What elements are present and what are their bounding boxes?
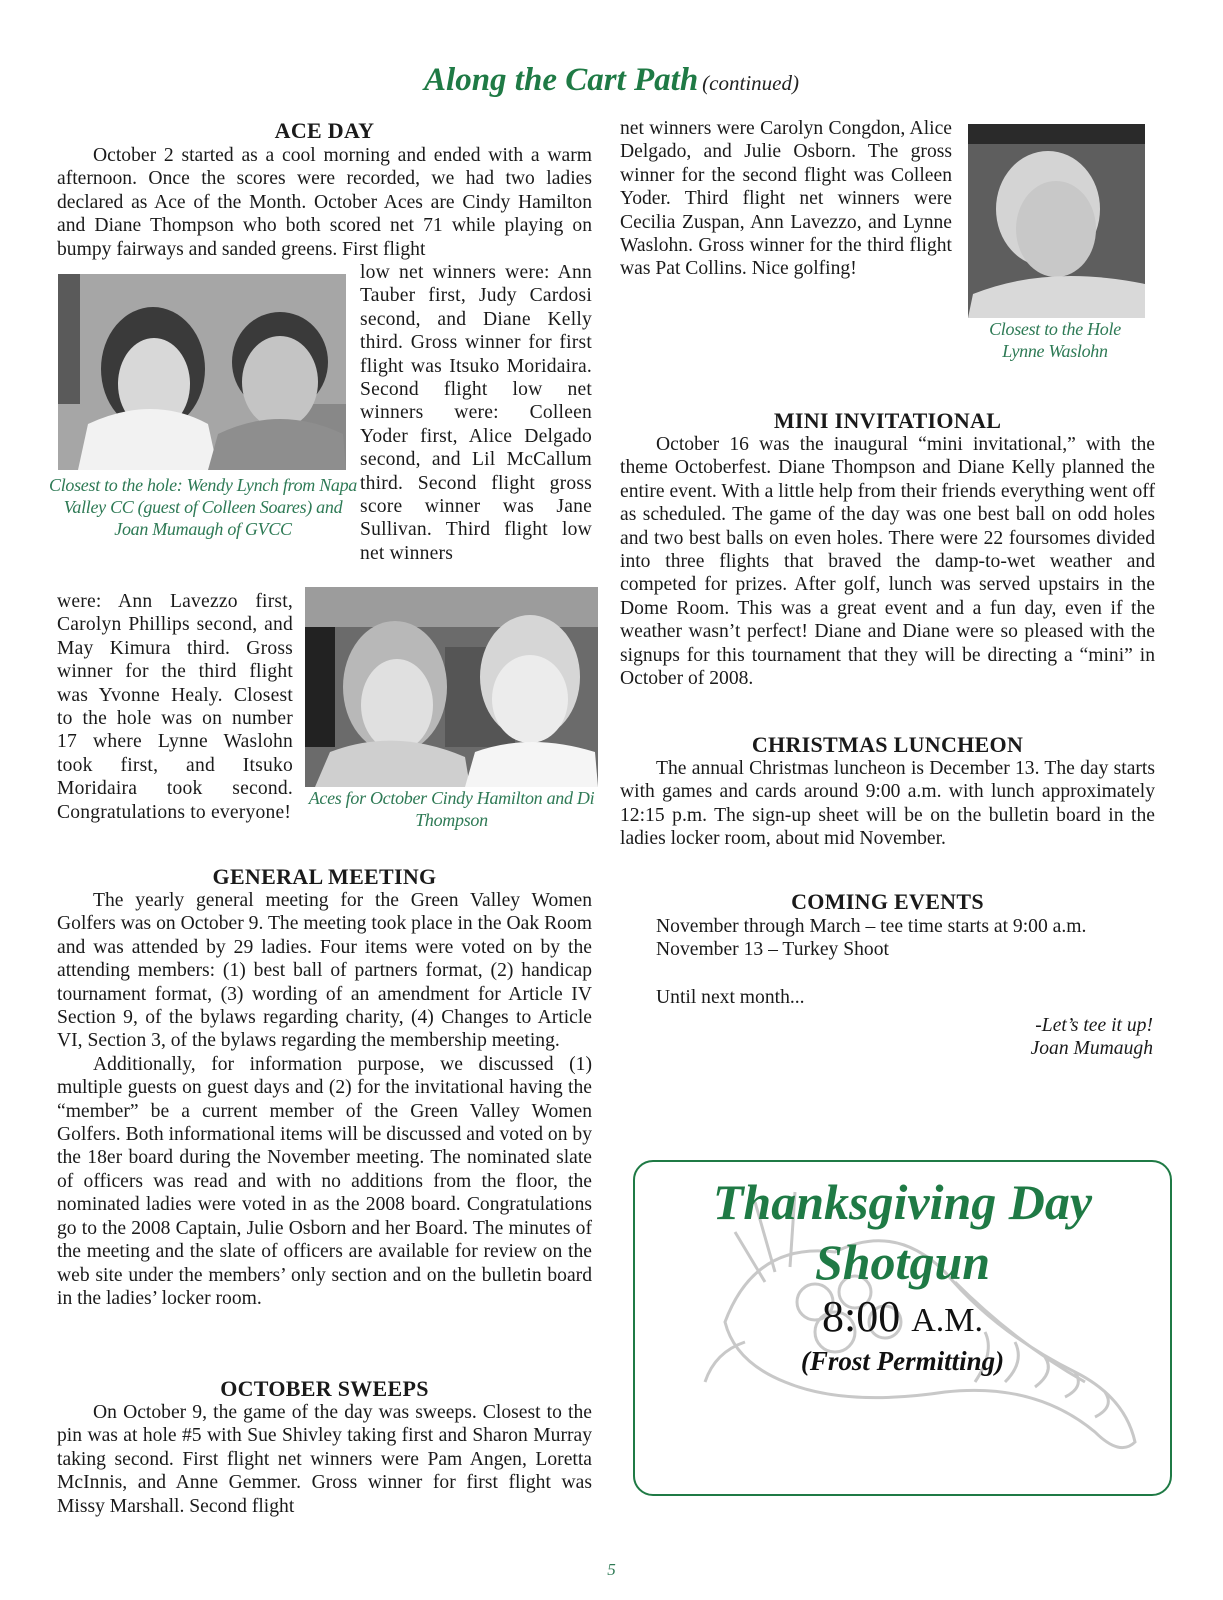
page-title: Along the Cart Path — [424, 62, 699, 98]
ace-day-lower-text — [57, 590, 293, 824]
photo-two-women-indoors — [58, 274, 346, 470]
photo-october-aces-caption: Aces for October Cindy Hamilton and Di Thompson — [308, 788, 595, 830]
signoff-block — [800, 1014, 1153, 1061]
shotgun-title-line1: Thanksgiving Day — [712, 1174, 1093, 1230]
general-meeting-p2: Additionally, for information purpose, we discussed (1) multiple guests on guest days and (2) for the invitational having the “member” be a current member of the Green Valley Women Golfers. Both informational items will be discussed and voted on by the 18er board during the November meeting. The nominated slate of officers was read and with no additions from the floor, the nominated ladies were voted in as the 2008 board. Congratulations go to the 2008 Captain, Julie Osborn and her Board. The minutes of the meeting and the slate of officers are available for review on the web site under the members’ only section and on the bulletin board in the ladies’ locker room. — [57, 1053, 592, 1309]
christmas-luncheon-body — [620, 757, 1155, 851]
coming-event-item: November 13 – Turkey Shoot — [656, 939, 889, 961]
ace-day-lower-text-content: were: Ann Lavezzo first, Carolyn Phillips second, and May Kimura third. Gross winner for the third flight was Yvonne Healy. Closest to the hole was on number 17 where Lynne Waslohn took first, and Itsuko Moridaira took second. Congratulations to everyone! — [57, 591, 293, 823]
heading-christmas-luncheon: CHRISTMAS LUNCHEON — [751, 732, 1024, 757]
photo-lynne-waslohn-caption — [960, 318, 1150, 362]
heading-mini-invitational: MINI INVITATIONAL — [773, 408, 1002, 433]
shotgun-time — [635, 1292, 1170, 1346]
photo-lynne-caption-line1: Closest to the Hole — [989, 319, 1121, 339]
general-meeting-p1: The yearly general meeting for the Green Valley Women Golfers was on October 9. The meeting took place in the Oak Room and was attended by 29 ladies. Four items were voted on by the attending members: (1) best ball of partners format, (2) handicap tournament format, (3) wording of an amendment for Article IV Section 9, of the bylaws regarding charity, (4) Changes to Article VI, Section 3, of the bylaws regarding the membership meeting. — [57, 890, 592, 1052]
photo-lynne-caption-line2: Lynne Waslohn — [1002, 341, 1108, 361]
shotgun-frost-note: (Frost Permitting) — [800, 1346, 1005, 1376]
heading-coming-events: COMING EVENTS — [791, 889, 984, 914]
photo-woman-portrait — [968, 124, 1145, 318]
page-header — [0, 62, 1223, 99]
photo-october-aces — [305, 587, 598, 787]
photo-wendy-joan — [58, 274, 346, 470]
heading-october-sweeps: OCTOBER SWEEPS — [220, 1376, 429, 1401]
photo-wendy-joan-caption: Closest to the hole: Wendy Lynch from Napa Valley CC (guest of Colleen Soares) and Joan Mumaugh of GVCC — [49, 475, 357, 539]
coming-event-item: November through March – tee time starts at 9:00 a.m. — [656, 916, 1087, 937]
mini-invitational-body — [620, 433, 1155, 690]
shotgun-title-line2: Shotgun — [814, 1234, 991, 1290]
christmas-luncheon-p1: The annual Christmas luncheon is December 13. The day starts with games and cards around 9:00 a.m. with lunch approximately 12:15 p.m. The sign-up sheet will be on the bulletin board in the ladies locker room, about mid November. — [620, 758, 1155, 850]
ace-day-intro — [57, 144, 592, 261]
october-sweeps-p1: On October 9, the game of the day was sweeps. Closest to the pin was at hole #5 with Sue Shivley taking first and Sharon Murray taking second. First flight net winners were Pam Angen, Loretta McInnis, and Anne Gemmer. Gross winner for first flight was Missy Marshall. Second flight — [57, 1402, 592, 1517]
ace-day-intro-text: October 2 started as a cool morning and ended with a warm afternoon. Once the scores were recorded, we had two ladies declared as Ace of the Month. October Aces are Cindy Hamilton and Diane Thompson who both scored net 71 while playing on bumpy fairways and sanded greens. First flight — [57, 145, 592, 260]
october-sweeps-body — [57, 1401, 592, 1518]
heading-ace-day: ACE DAY — [274, 118, 375, 143]
heading-general-meeting: GENERAL MEETING — [212, 864, 437, 889]
mini-invitational-p1: October 16 was the inaugural “mini invitational,” with the theme Octoberfest. Diane Thompson and Diane Kelly planned the entire event. With a little help from their friends everything went off as scheduled. The game of the day was one best ball on odd holes and two best balls on even holes. There were 22 foursomes divided into three flights that braved the damp-to-wet weather and competed for prizes. After golf, lunch was served upstairs in the Dome Room. This was a great event and a fun day, even if the weather wasn’t perfect! Diane and Diane were so pleased with the signups for this tournament that they will be directing a “mini” in October of 2008. — [620, 434, 1155, 690]
october-sweeps-continued-text: net winners were Carolyn Congdon, Alice Delgado, and Julie Osborn. The gross winner for the second flight was Colleen Yoder. Third flight net winners were Cecilia Zuspan, Ann Lavezzo, and Lynne Waslohn. Gross winner for the third flight was Pat Collins. Nice golfing! — [620, 118, 952, 280]
page-subtitle: (continued) — [702, 71, 799, 95]
photo-lynne-waslohn — [968, 124, 1145, 318]
closing-line: Until next month... — [656, 986, 805, 1008]
october-sweeps-continued — [620, 117, 952, 281]
ace-day-side-text-content: low net winners were: Ann Tauber first, Judy Cardosi second, and Diane Kelly third. Gross winner for first flight was Itsuko Moridaira. Second flight low net winners were: Colleen Yoder first, Alice Delgado second, and Lil McCallum third. Second flight gross score winner was Jane Sullivan. Third flight low net winners — [360, 262, 592, 564]
general-meeting-body — [57, 889, 592, 1310]
photo-two-women-outdoors — [305, 587, 598, 787]
thanksgiving-shotgun-box — [633, 1160, 1172, 1496]
ace-day-side-text — [360, 261, 592, 565]
signoff-text: -Let’s tee it up! — [1035, 1015, 1153, 1036]
shotgun-time-ampm: A.M. — [911, 1302, 984, 1339]
author-name: Joan Mumaugh — [1030, 1038, 1153, 1060]
page-number: 5 — [607, 1560, 616, 1579]
shotgun-time-value: 8:00 — [821, 1292, 901, 1341]
coming-events-list — [656, 915, 1166, 1009]
